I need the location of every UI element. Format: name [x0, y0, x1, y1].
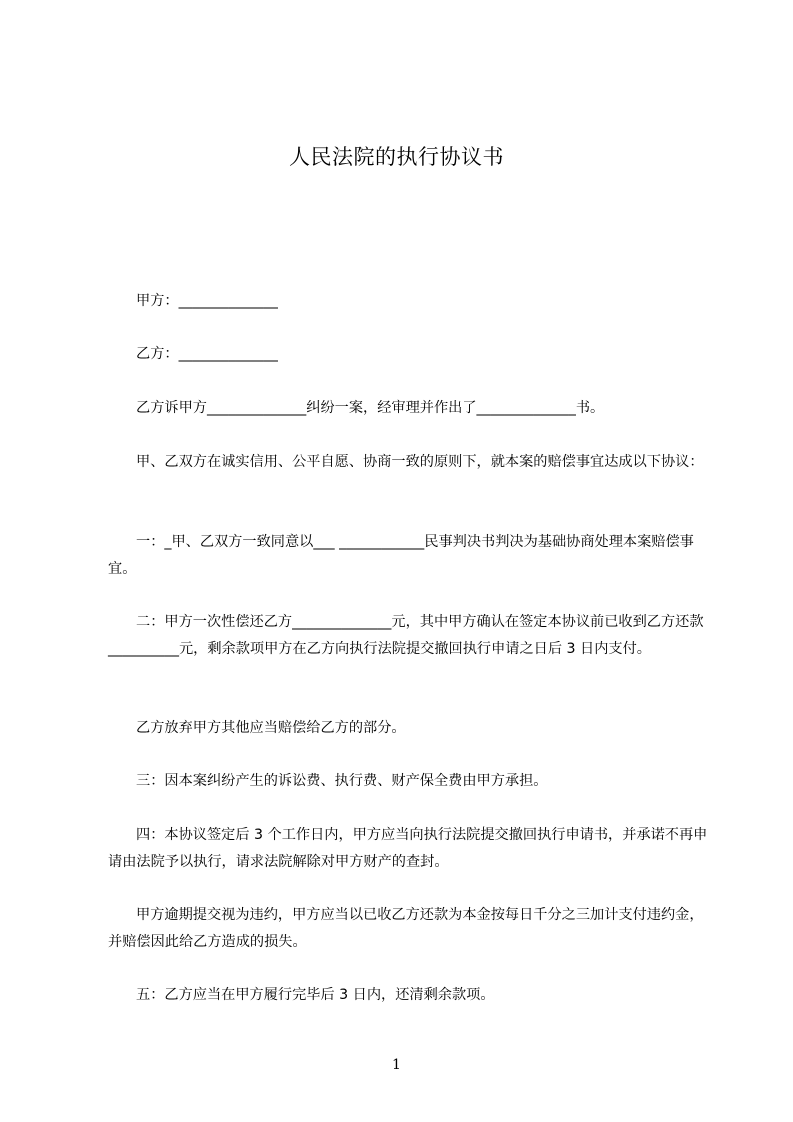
agreement-preamble-paragraph: 甲、乙双方在诚实信用、公平自愿、协商一致的原则下，就本案的赔偿事宜达成以下协议：	[136, 454, 704, 470]
page-number: 1	[392, 1057, 401, 1073]
clause-five-paragraph: 五：乙方应当在甲方履行完毕后 3 日内，还清剩余款项。	[136, 987, 495, 1003]
breach-paragraph: 甲方逾期提交视为违约，甲方应当以已收乙方还款为本金按每日千分之三加计支付违约金，并赔偿因此给乙方造成的损失。	[108, 907, 704, 950]
party-b-line: 乙方：______________	[136, 346, 278, 362]
clause-four-paragraph: 四：本协议签定后 3 个工作日内，甲方应当向执行法院提交撤回执行申请书，并承诺不再申请由法院予以执行，请求法院解除对甲方财产的查封。	[108, 827, 708, 870]
waiver-paragraph: 乙方放弃甲方其他应当赔偿给乙方的部分。	[136, 720, 406, 736]
party-a-line: 甲方：______________	[136, 293, 278, 309]
clause-one-paragraph: 一：_甲、乙双方一致同意以___ ____________民事判决书判决为基础协商处理本案赔偿事宜。	[108, 534, 694, 577]
clause-two-paragraph: 二：甲方一次性偿还乙方______________元，其中甲方确认在签定本协议前已收到乙方还款__________元，剩余款项甲方在乙方向执行法院提交撤回执行申请之日后 3 日内支付。	[108, 614, 704, 657]
clause-three-paragraph: 三：因本案纠纷产生的诉讼费、执行费、财产保全费由甲方承担。	[136, 773, 548, 789]
case-background-paragraph: 乙方诉甲方______________纠纷一案，经审理并作出了______________书。	[136, 400, 605, 416]
document-title: 人民法院的执行协议书	[289, 145, 504, 169]
